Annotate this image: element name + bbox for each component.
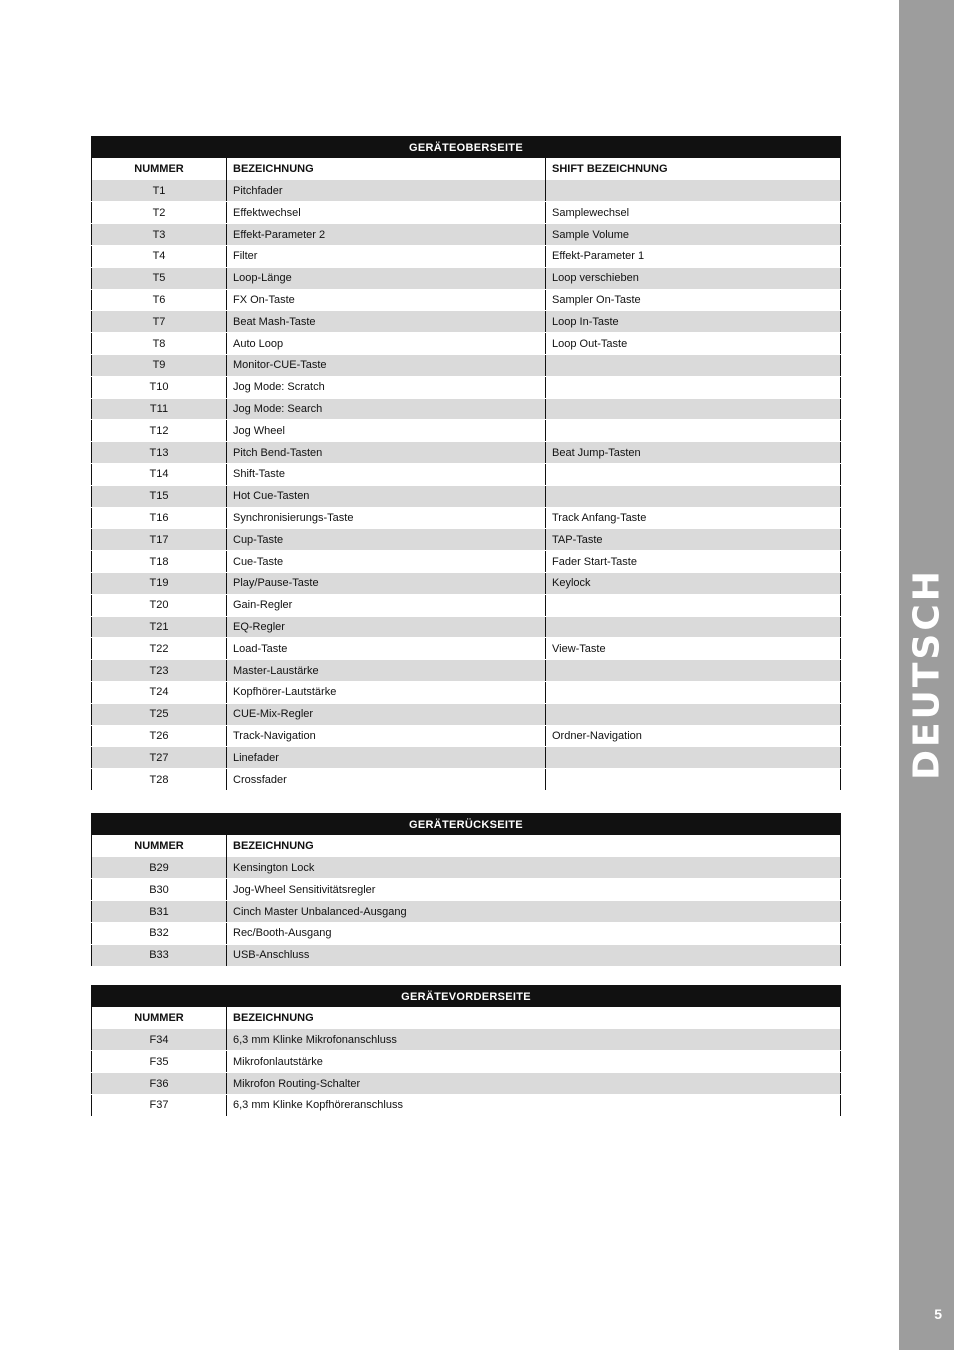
item-number: T13 bbox=[92, 442, 227, 464]
item-number: B30 bbox=[92, 879, 227, 901]
shift-name: Beat Jump-Tasten bbox=[546, 442, 841, 464]
table-row bbox=[92, 420, 841, 442]
shift-name bbox=[546, 703, 841, 725]
shift-name: TAP-Taste bbox=[546, 529, 841, 551]
table-row bbox=[92, 333, 841, 355]
page-number: 5 bbox=[934, 1306, 942, 1322]
item-name: Jog Mode: Scratch bbox=[227, 376, 546, 398]
item-name: Rec/Booth-Ausgang bbox=[227, 922, 841, 944]
shift-name: Keylock bbox=[546, 572, 841, 594]
table-row bbox=[92, 922, 841, 944]
table-row bbox=[92, 681, 841, 703]
table-row bbox=[92, 879, 841, 901]
item-number: T10 bbox=[92, 376, 227, 398]
item-name: Synchronisierungs-Taste bbox=[227, 507, 546, 529]
shift-name: Sample Volume bbox=[546, 224, 841, 246]
item-name: Play/Pause-Taste bbox=[227, 572, 546, 594]
item-name: Hot Cue-Tasten bbox=[227, 485, 546, 507]
item-number: B31 bbox=[92, 901, 227, 923]
table-row bbox=[92, 638, 841, 660]
column-header: NUMMER bbox=[92, 158, 227, 180]
table-row bbox=[92, 703, 841, 725]
shift-name bbox=[546, 354, 841, 376]
item-number: T16 bbox=[92, 507, 227, 529]
column-header: NUMMER bbox=[92, 835, 227, 857]
table-row bbox=[92, 1051, 841, 1073]
item-name: Cup-Taste bbox=[227, 529, 546, 551]
item-name: EQ-Regler bbox=[227, 616, 546, 638]
header-row bbox=[92, 158, 841, 180]
table-row bbox=[92, 289, 841, 311]
item-name: 6,3 mm Klinke Mikrofonanschluss bbox=[227, 1029, 841, 1051]
column-header: SHIFT BEZEICHNUNG bbox=[546, 158, 841, 180]
shift-name: Effekt-Parameter 1 bbox=[546, 245, 841, 267]
item-name: CUE-Mix-Regler bbox=[227, 703, 546, 725]
item-name: Filter bbox=[227, 245, 546, 267]
item-number: T2 bbox=[92, 202, 227, 224]
item-number: T25 bbox=[92, 703, 227, 725]
item-number: B33 bbox=[92, 944, 227, 966]
table-row bbox=[92, 551, 841, 573]
shift-name: Loop Out-Taste bbox=[546, 333, 841, 355]
item-number: B29 bbox=[92, 857, 227, 879]
table-row bbox=[92, 1029, 841, 1051]
item-name: Jog-Wheel Sensitivitätsregler bbox=[227, 879, 841, 901]
table-row bbox=[92, 594, 841, 616]
shift-name bbox=[546, 747, 841, 769]
table-row bbox=[92, 1073, 841, 1095]
table-row bbox=[92, 442, 841, 464]
shift-name bbox=[546, 485, 841, 507]
table-row bbox=[92, 224, 841, 246]
item-name: Linefader bbox=[227, 747, 546, 769]
table-row bbox=[92, 354, 841, 376]
shift-name: Sampler On-Taste bbox=[546, 289, 841, 311]
language-label: DEUTSCH bbox=[906, 568, 948, 780]
shift-name: Loop verschieben bbox=[546, 267, 841, 289]
item-name: Gain-Regler bbox=[227, 594, 546, 616]
item-number: F36 bbox=[92, 1073, 227, 1095]
item-name: Mikrofonlautstärke bbox=[227, 1051, 841, 1073]
item-number: T5 bbox=[92, 267, 227, 289]
item-name: Loop-Länge bbox=[227, 267, 546, 289]
table-row bbox=[92, 660, 841, 682]
item-name: Cinch Master Unbalanced-Ausgang bbox=[227, 901, 841, 923]
table-row bbox=[92, 398, 841, 420]
item-name: Auto Loop bbox=[227, 333, 546, 355]
table-row bbox=[92, 463, 841, 485]
table-row bbox=[92, 572, 841, 594]
shift-name bbox=[546, 660, 841, 682]
table-row bbox=[92, 616, 841, 638]
item-number: T11 bbox=[92, 398, 227, 420]
item-number: T18 bbox=[92, 551, 227, 573]
shift-name bbox=[546, 180, 841, 202]
item-name: Effektwechsel bbox=[227, 202, 546, 224]
item-number: T3 bbox=[92, 224, 227, 246]
item-name: Kensington Lock bbox=[227, 857, 841, 879]
item-name: USB-Anschluss bbox=[227, 944, 841, 966]
item-number: T7 bbox=[92, 311, 227, 333]
shift-name bbox=[546, 594, 841, 616]
item-number: B32 bbox=[92, 922, 227, 944]
item-name: Effekt-Parameter 2 bbox=[227, 224, 546, 246]
table-row bbox=[92, 245, 841, 267]
table-row bbox=[92, 725, 841, 747]
item-name: Track-Navigation bbox=[227, 725, 546, 747]
top-panel-table bbox=[91, 136, 841, 791]
table-row bbox=[92, 529, 841, 551]
item-number: T4 bbox=[92, 245, 227, 267]
item-number: T15 bbox=[92, 485, 227, 507]
table-row bbox=[92, 202, 841, 224]
table-row bbox=[92, 1094, 841, 1116]
item-name: Monitor-CUE-Taste bbox=[227, 354, 546, 376]
item-number: T6 bbox=[92, 289, 227, 311]
item-number: T19 bbox=[92, 572, 227, 594]
table-row bbox=[92, 376, 841, 398]
shift-name: Loop In-Taste bbox=[546, 311, 841, 333]
shift-name bbox=[546, 616, 841, 638]
item-number: T22 bbox=[92, 638, 227, 660]
front-panel-table bbox=[91, 985, 841, 1117]
shift-name: View-Taste bbox=[546, 638, 841, 660]
shift-name bbox=[546, 376, 841, 398]
item-number: F37 bbox=[92, 1094, 227, 1116]
table-title: GERÄTERÜCKSEITE bbox=[92, 814, 841, 836]
table-row bbox=[92, 901, 841, 923]
header-row bbox=[92, 835, 841, 857]
column-header: BEZEICHNUNG bbox=[227, 1007, 841, 1029]
shift-name bbox=[546, 398, 841, 420]
column-header: NUMMER bbox=[92, 1007, 227, 1029]
item-number: T12 bbox=[92, 420, 227, 442]
table-row bbox=[92, 180, 841, 202]
item-number: T9 bbox=[92, 354, 227, 376]
item-number: T20 bbox=[92, 594, 227, 616]
table-row bbox=[92, 747, 841, 769]
table-row bbox=[92, 311, 841, 333]
item-number: T8 bbox=[92, 333, 227, 355]
item-name: Crossfader bbox=[227, 769, 546, 791]
shift-name: Track Anfang-Taste bbox=[546, 507, 841, 529]
column-header: BEZEICHNUNG bbox=[227, 158, 546, 180]
item-name: Load-Taste bbox=[227, 638, 546, 660]
item-number: T1 bbox=[92, 180, 227, 202]
back-panel-table bbox=[91, 813, 841, 967]
item-name: Mikrofon Routing-Schalter bbox=[227, 1073, 841, 1095]
item-name: Master-Laustärke bbox=[227, 660, 546, 682]
item-number: T23 bbox=[92, 660, 227, 682]
item-name: FX On-Taste bbox=[227, 289, 546, 311]
shift-name: Ordner-Navigation bbox=[546, 725, 841, 747]
shift-name: Samplewechsel bbox=[546, 202, 841, 224]
item-number: F35 bbox=[92, 1051, 227, 1073]
item-number: T26 bbox=[92, 725, 227, 747]
table-row bbox=[92, 485, 841, 507]
item-name: Kopfhörer-Lautstärke bbox=[227, 681, 546, 703]
item-name: Jog Wheel bbox=[227, 420, 546, 442]
item-number: T21 bbox=[92, 616, 227, 638]
shift-name bbox=[546, 463, 841, 485]
item-name: Cue-Taste bbox=[227, 551, 546, 573]
item-number: T17 bbox=[92, 529, 227, 551]
shift-name bbox=[546, 769, 841, 791]
item-number: T24 bbox=[92, 681, 227, 703]
item-number: T14 bbox=[92, 463, 227, 485]
column-header: BEZEICHNUNG bbox=[227, 835, 841, 857]
table-title: GERÄTEOBERSEITE bbox=[92, 137, 841, 159]
item-name: 6,3 mm Klinke Kopfhöreranschluss bbox=[227, 1094, 841, 1116]
table-title: GERÄTEVORDERSEITE bbox=[92, 986, 841, 1008]
table-row bbox=[92, 857, 841, 879]
shift-name bbox=[546, 681, 841, 703]
item-name: Shift-Taste bbox=[227, 463, 546, 485]
item-name: Beat Mash-Taste bbox=[227, 311, 546, 333]
table-row bbox=[92, 769, 841, 791]
item-name: Jog Mode: Search bbox=[227, 398, 546, 420]
shift-name bbox=[546, 420, 841, 442]
table-row bbox=[92, 267, 841, 289]
item-name: Pitch Bend-Tasten bbox=[227, 442, 546, 464]
header-row bbox=[92, 1007, 841, 1029]
item-number: T28 bbox=[92, 769, 227, 791]
item-number: T27 bbox=[92, 747, 227, 769]
item-name: Pitchfader bbox=[227, 180, 546, 202]
table-row bbox=[92, 944, 841, 966]
table-row bbox=[92, 507, 841, 529]
shift-name: Fader Start-Taste bbox=[546, 551, 841, 573]
item-number: F34 bbox=[92, 1029, 227, 1051]
